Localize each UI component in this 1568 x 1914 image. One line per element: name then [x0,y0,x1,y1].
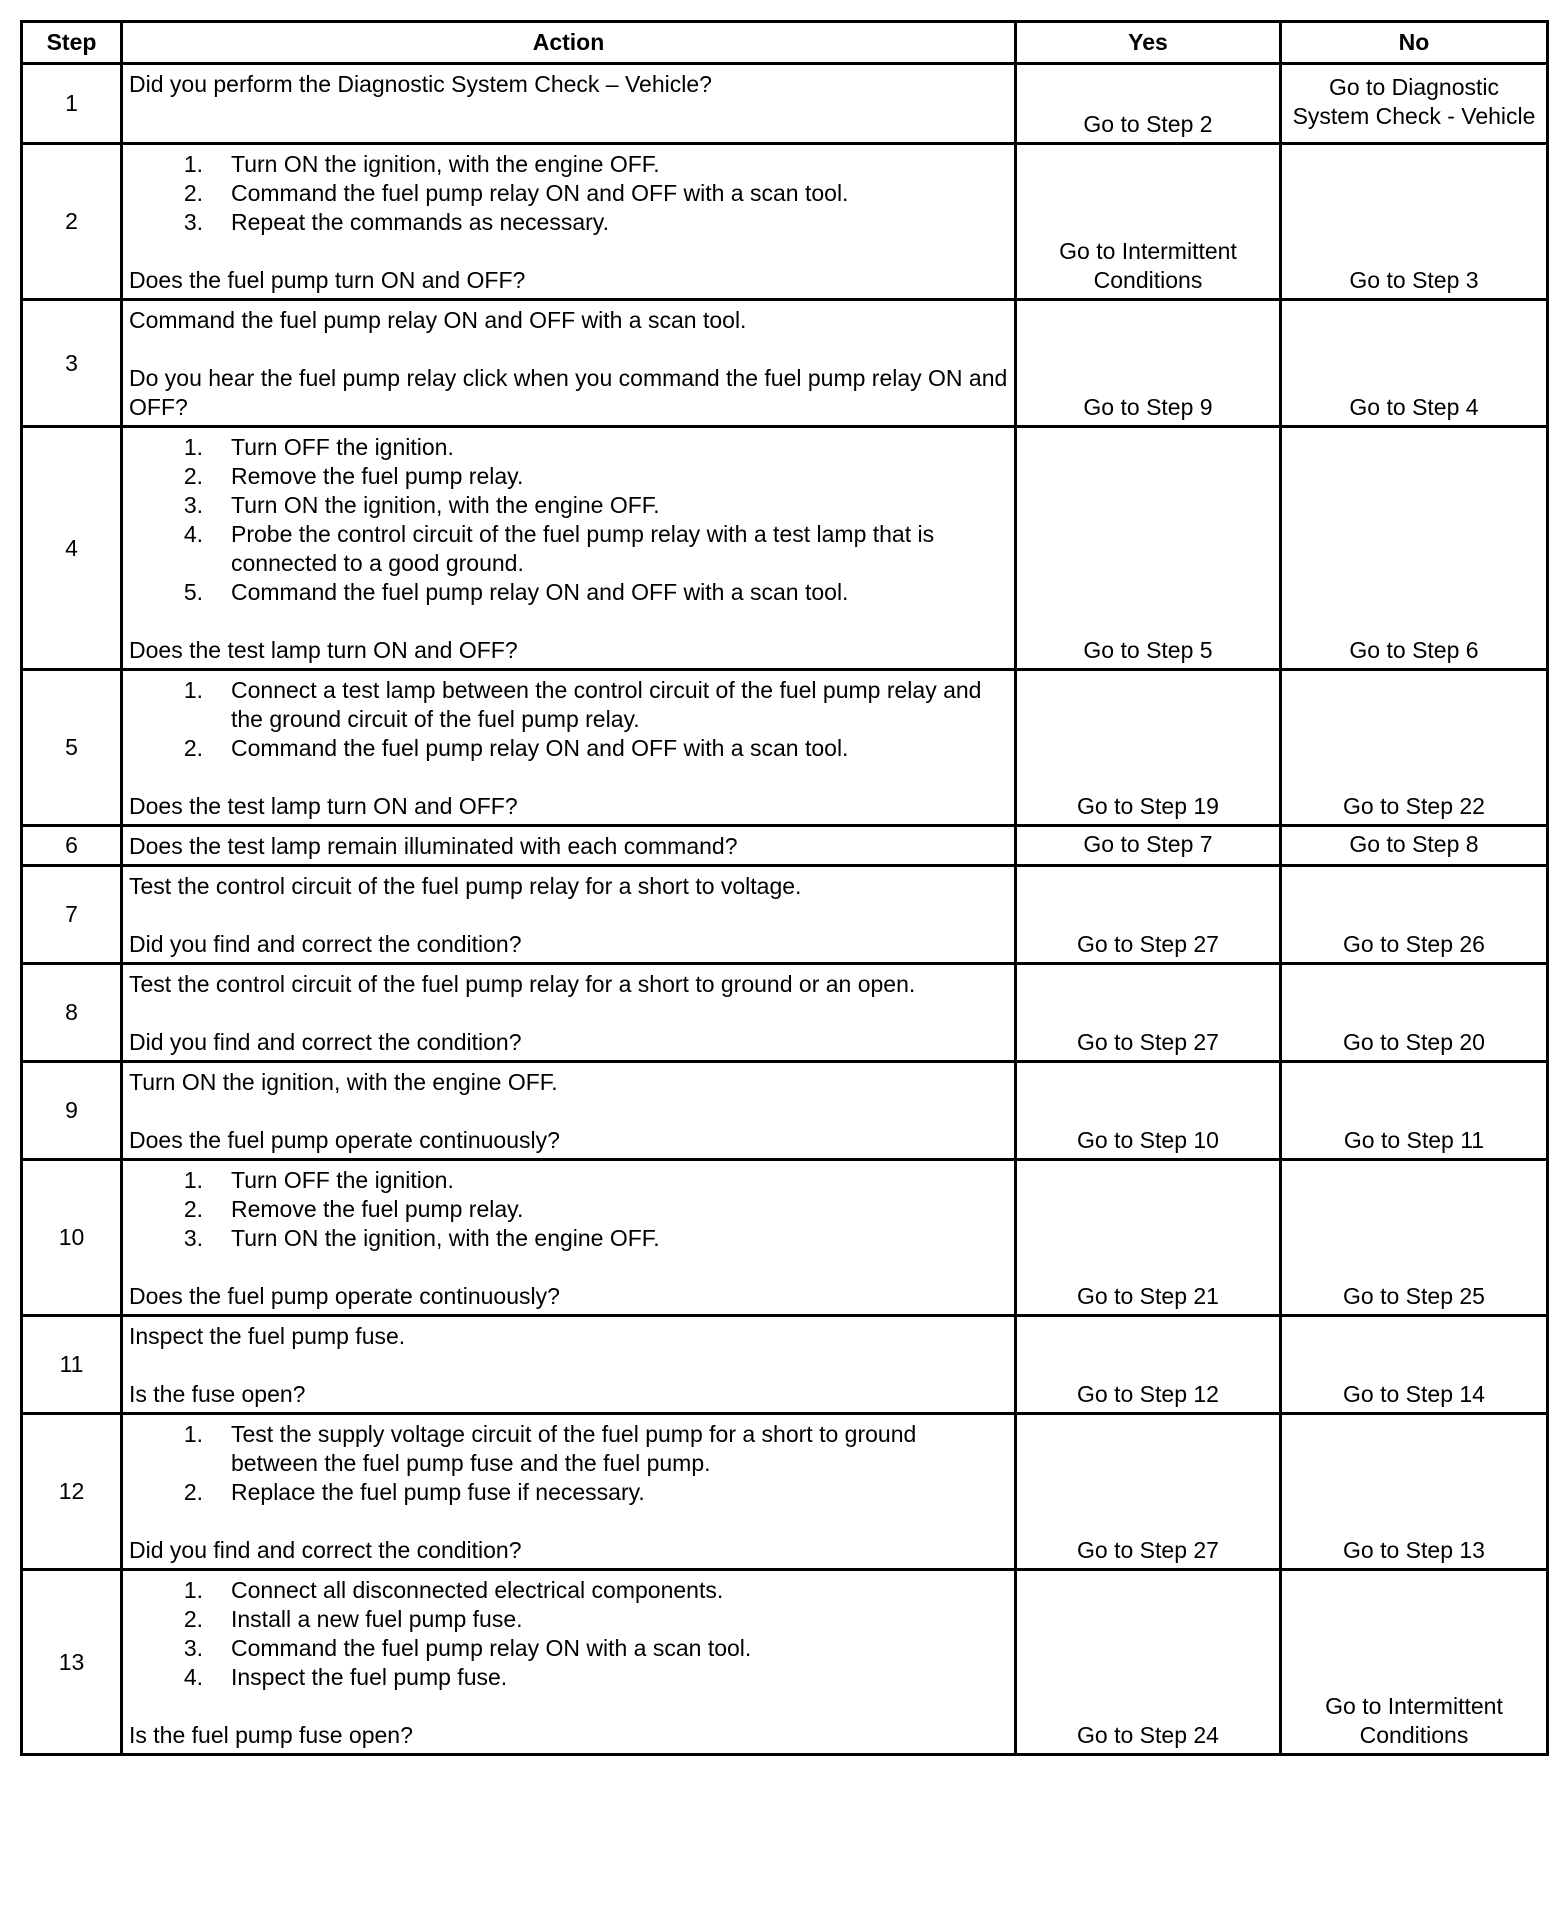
step-number: 13 [22,1570,122,1755]
action-text: Test the control circuit of the fuel pump relay for a short to ground or an open. [129,971,916,997]
no-result: Go to Step 8 [1281,826,1548,866]
step-number: 4 [22,427,122,670]
list-item-number: 1. [183,1421,203,1447]
list-item [129,150,1008,179]
yes-result: Go to Step 27 [1016,866,1281,964]
no-result: Go to Step 20 [1281,964,1548,1062]
list-item-text: Install a new fuel pump fuse. [231,1606,523,1632]
table-header-row [22,22,1548,64]
list-item [129,1605,1008,1634]
action-question: Does the fuel pump operate continuously? [129,1283,560,1309]
header-yes: Yes [1016,22,1281,64]
step-number: 3 [22,300,122,427]
action-steps-list [129,1166,1008,1253]
action-cell [122,670,1016,826]
action-cell [122,1316,1016,1414]
action-cell [122,1570,1016,1755]
header-no: No [1281,22,1548,64]
table-row [22,866,1548,964]
yes-result: Go to Step 12 [1016,1316,1281,1414]
list-item-text: Turn ON the ignition, with the engine OFF. [231,492,660,518]
step-number: 10 [22,1160,122,1316]
no-result: Go to Step 4 [1281,300,1548,427]
yes-result: Go to Step 24 [1016,1570,1281,1755]
table-row [22,1062,1548,1160]
yes-result: Go to Intermittent Conditions [1016,144,1281,300]
action-steps-list [129,1576,1008,1692]
table-row [22,64,1548,144]
yes-result: Go to Step 21 [1016,1160,1281,1316]
action-steps-list [129,1420,1008,1507]
action-question: Did you find and correct the condition? [129,1537,522,1563]
list-item [129,1224,1008,1253]
yes-result: Go to Step 19 [1016,670,1281,826]
list-item-number: 4. [183,1664,203,1690]
no-result: Go to Intermittent Conditions [1281,1570,1548,1755]
list-item-text: Command the fuel pump relay ON and OFF with a scan tool. [231,579,849,605]
step-number: 1 [22,64,122,144]
action-question: Does the test lamp turn ON and OFF? [129,793,518,819]
table-row [22,1570,1548,1755]
list-item [129,491,1008,520]
no-result: Go to Step 22 [1281,670,1548,826]
action-question: Does the fuel pump turn ON and OFF? [129,267,526,293]
list-item-number: 1. [183,434,203,460]
list-item [129,1195,1008,1224]
list-item-number: 2. [183,1196,203,1222]
list-item-number: 3. [183,1635,203,1661]
action-steps-list [129,676,1008,763]
list-item-text: Inspect the fuel pump fuse. [231,1664,508,1690]
table-row [22,1160,1548,1316]
list-item-text: Probe the control circuit of the fuel pump relay with a test lamp that is connected to a good ground. [231,521,935,576]
list-item-number: 2. [183,735,203,761]
list-item [129,462,1008,491]
action-question: Is the fuel pump fuse open? [129,1722,413,1748]
action-question: Do you hear the fuel pump relay click when you command the fuel pump relay ON and OFF? [129,365,1008,420]
action-cell [122,427,1016,670]
table-row [22,1414,1548,1570]
action-cell [122,826,1016,866]
list-item-text: Turn OFF the ignition. [231,434,454,460]
list-item-text: Remove the fuel pump relay. [231,463,524,489]
table-row [22,1316,1548,1414]
action-question: Does the fuel pump operate continuously? [129,1127,560,1153]
step-number: 6 [22,826,122,866]
no-result: Go to Diagnostic System Check - Vehicle [1281,64,1548,144]
list-item-number: 4. [183,521,203,547]
yes-result: Go to Step 9 [1016,300,1281,427]
list-item-text: Replace the fuel pump fuse if necessary. [231,1479,645,1505]
list-item-text: Turn ON the ignition, with the engine OFF. [231,151,660,177]
header-step: Step [22,22,122,64]
list-item-text: Connect all disconnected electrical components. [231,1577,724,1603]
table-row [22,826,1548,866]
no-result: Go to Step 3 [1281,144,1548,300]
no-result: Go to Step 26 [1281,866,1548,964]
list-item [129,676,1008,734]
list-item-text: Command the fuel pump relay ON and OFF with a scan tool. [231,180,849,206]
list-item-text: Turn OFF the ignition. [231,1167,454,1193]
list-item-text: Remove the fuel pump relay. [231,1196,524,1222]
table-row [22,144,1548,300]
action-question: Does the test lamp turn ON and OFF? [129,637,518,663]
yes-result: Go to Step 10 [1016,1062,1281,1160]
action-steps-list [129,150,1008,237]
list-item [129,208,1008,237]
action-question: Is the fuse open? [129,1381,306,1407]
step-number: 8 [22,964,122,1062]
no-result: Go to Step 14 [1281,1316,1548,1414]
no-result: Go to Step 13 [1281,1414,1548,1570]
yes-result: Go to Step 2 [1016,64,1281,144]
no-result: Go to Step 25 [1281,1160,1548,1316]
step-number: 11 [22,1316,122,1414]
action-text: Turn ON the ignition, with the engine OFF. [129,1069,558,1095]
no-result: Go to Step 11 [1281,1062,1548,1160]
action-steps-list [129,433,1008,607]
list-item [129,1663,1008,1692]
list-item [129,578,1008,607]
list-item-number: 3. [183,492,203,518]
action-cell [122,866,1016,964]
action-text: Inspect the fuel pump fuse. [129,1323,406,1349]
step-number: 2 [22,144,122,300]
table-row [22,964,1548,1062]
table-row [22,427,1548,670]
yes-result: Go to Step 27 [1016,964,1281,1062]
action-text: Did you perform the Diagnostic System Check – Vehicle? [129,71,712,97]
diagnostic-document [20,20,1549,1756]
action-cell [122,964,1016,1062]
list-item-number: 5. [183,579,203,605]
list-item-text: Command the fuel pump relay ON with a scan tool. [231,1635,752,1661]
action-cell [122,1160,1016,1316]
list-item-number: 1. [183,1167,203,1193]
step-number: 9 [22,1062,122,1160]
list-item-text: Test the supply voltage circuit of the fuel pump for a short to ground between the fuel pump fuse and the fuel pump. [231,1421,917,1476]
action-cell [122,144,1016,300]
list-item-number: 1. [183,1577,203,1603]
list-item-number: 2. [183,180,203,206]
list-item [129,1478,1008,1507]
list-item-number: 1. [183,677,203,703]
list-item [129,734,1008,763]
action-cell [122,1414,1016,1570]
list-item-text: Repeat the commands as necessary. [231,209,609,235]
list-item [129,1420,1008,1478]
list-item-number: 2. [183,1606,203,1632]
action-cell [122,300,1016,427]
list-item-number: 3. [183,209,203,235]
action-question: Did you find and correct the condition? [129,1029,522,1055]
list-item [129,433,1008,462]
list-item-text: Connect a test lamp between the control circuit of the fuel pump relay and the ground circuit of the fuel pump relay. [231,677,982,732]
action-text: Does the test lamp remain illuminated with each command? [129,833,738,859]
yes-result: Go to Step 27 [1016,1414,1281,1570]
diagnostic-table [20,20,1549,1756]
no-result: Go to Step 6 [1281,427,1548,670]
step-number: 12 [22,1414,122,1570]
action-question: Did you find and correct the condition? [129,931,522,957]
table-row [22,670,1548,826]
list-item [129,1576,1008,1605]
action-cell [122,1062,1016,1160]
list-item [129,1166,1008,1195]
list-item-number: 3. [183,1225,203,1251]
step-number: 7 [22,866,122,964]
action-text: Command the fuel pump relay ON and OFF with a scan tool. [129,307,747,333]
action-text: Test the control circuit of the fuel pump relay for a short to voltage. [129,873,802,899]
table-row [22,300,1548,427]
list-item-text: Turn ON the ignition, with the engine OFF. [231,1225,660,1251]
list-item [129,520,1008,578]
list-item-text: Command the fuel pump relay ON and OFF with a scan tool. [231,735,849,761]
action-cell [122,64,1016,144]
yes-result: Go to Step 5 [1016,427,1281,670]
yes-result: Go to Step 7 [1016,826,1281,866]
header-action: Action [122,22,1016,64]
step-number: 5 [22,670,122,826]
list-item-number: 2. [183,1479,203,1505]
list-item [129,179,1008,208]
list-item-number: 1. [183,151,203,177]
list-item-number: 2. [183,463,203,489]
list-item [129,1634,1008,1663]
